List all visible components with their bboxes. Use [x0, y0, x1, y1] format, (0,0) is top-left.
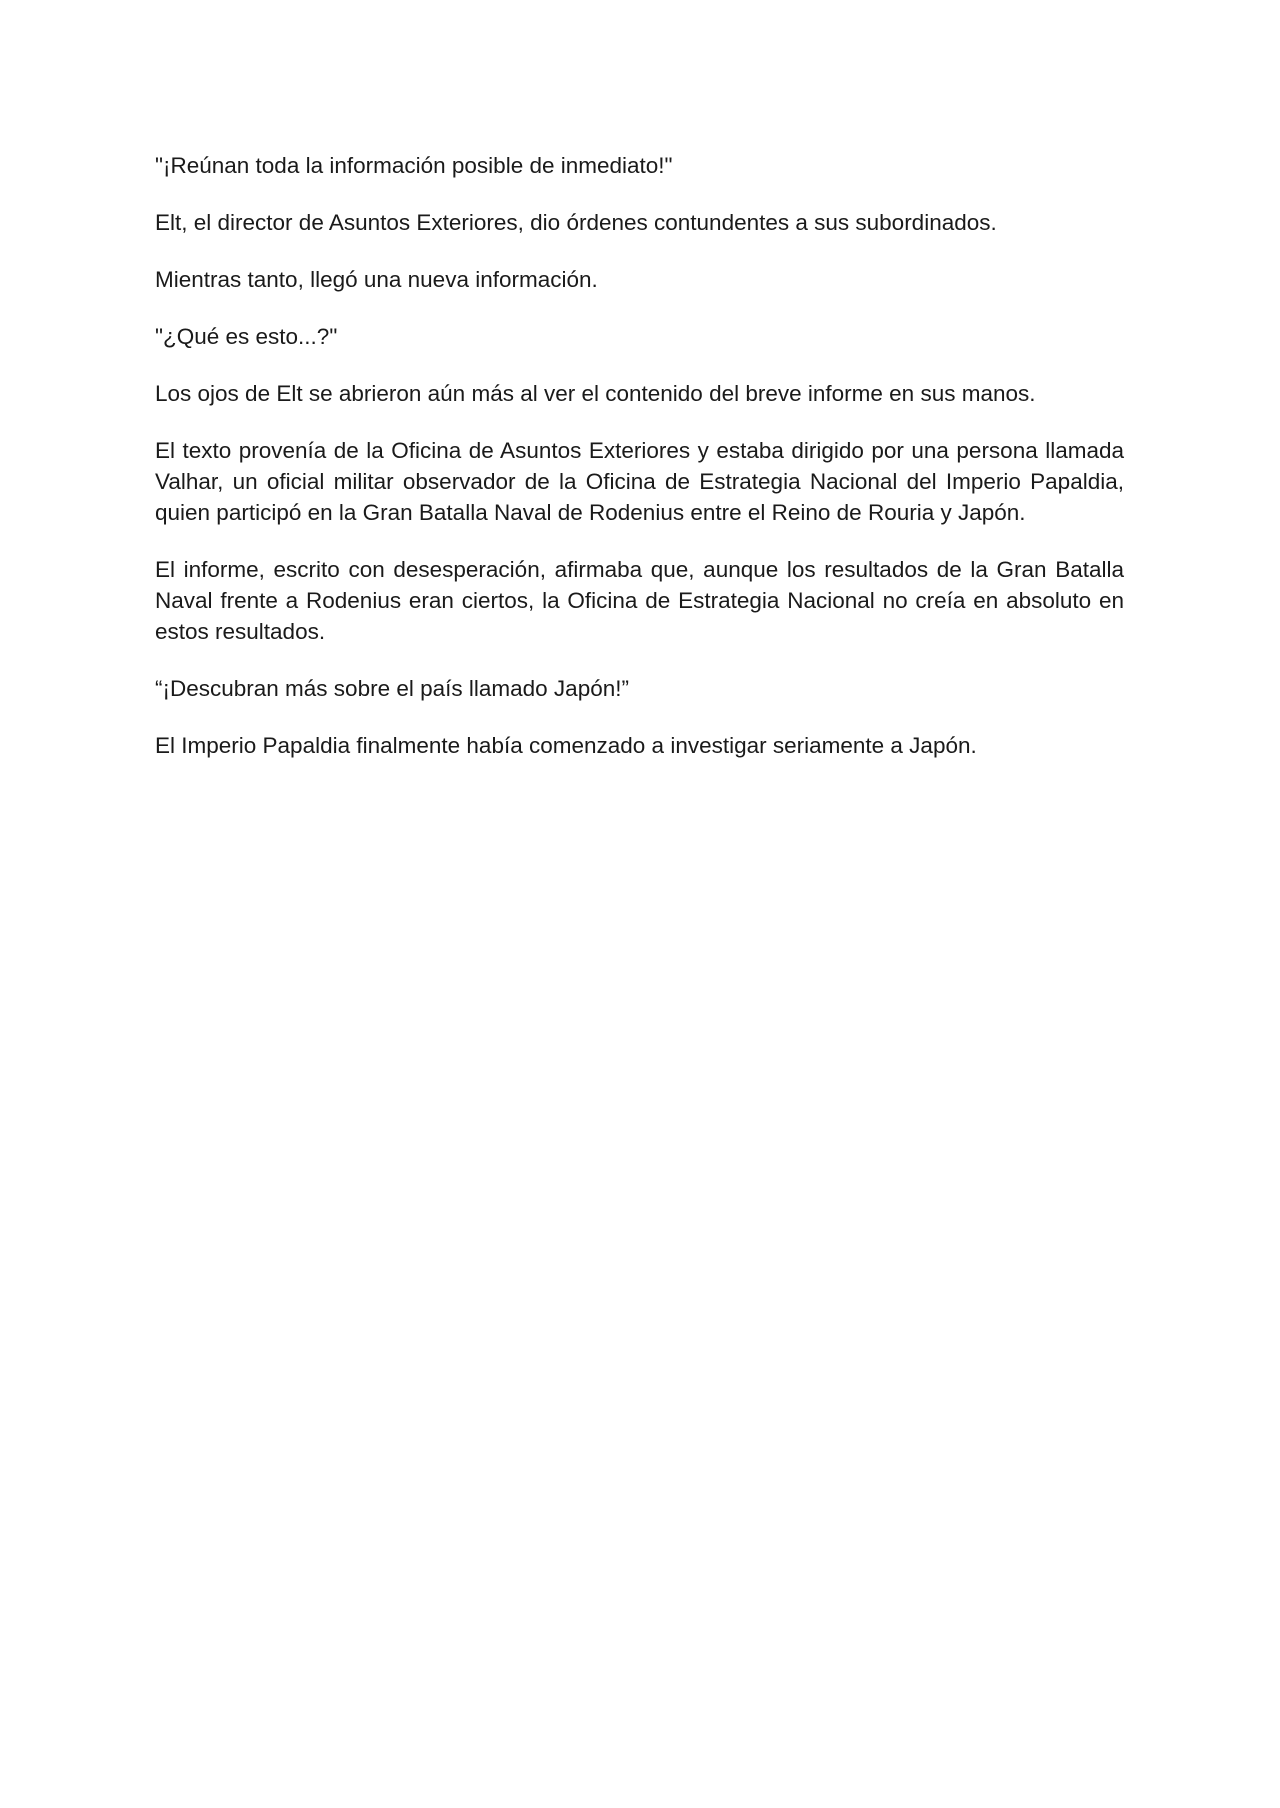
paragraph-empire-investigates: El Imperio Papaldia finalmente había comenzado a investigar seriamente a Japón. [155, 733, 977, 758]
paragraph-report-content: El informe, escrito con desesperación, afirmaba que, aunque los resultados de la Gran Batalla Naval frente a Rodenius eran ciertos, la Oficina de Estrategia Nacional no creía en absoluto en estos resultados. [155, 557, 1124, 644]
paragraph-dialogue-gather-info: "¡Reúnan toda la información posible de inmediato!" [155, 153, 673, 178]
paragraph-elt-orders: Elt, el director de Asuntos Exteriores, dio órdenes contundentes a sus subordinados. [155, 210, 997, 235]
paragraph-report-origin: El texto provenía de la Oficina de Asuntos Exteriores y estaba dirigido por una persona llamada Valhar, un oficial militar observador de la Oficina de Estrategia Nacional del Imperio Papaldia, quien participó en la Gran Batalla Naval de Rodenius entre el Reino de Rouria y Japón. [155, 438, 1124, 525]
paragraph-dialogue-discover-japan: “¡Descubran más sobre el país llamado Japón!” [155, 676, 629, 701]
document-body [155, 150, 1124, 787]
paragraph-new-information: Mientras tanto, llegó una nueva información. [155, 267, 598, 292]
paragraph-elt-eyes: Los ojos de Elt se abrieron aún más al ver el contenido del breve informe en sus manos. [155, 381, 1036, 406]
paragraph-dialogue-what-is-this: "¿Qué es esto...?" [155, 324, 338, 349]
